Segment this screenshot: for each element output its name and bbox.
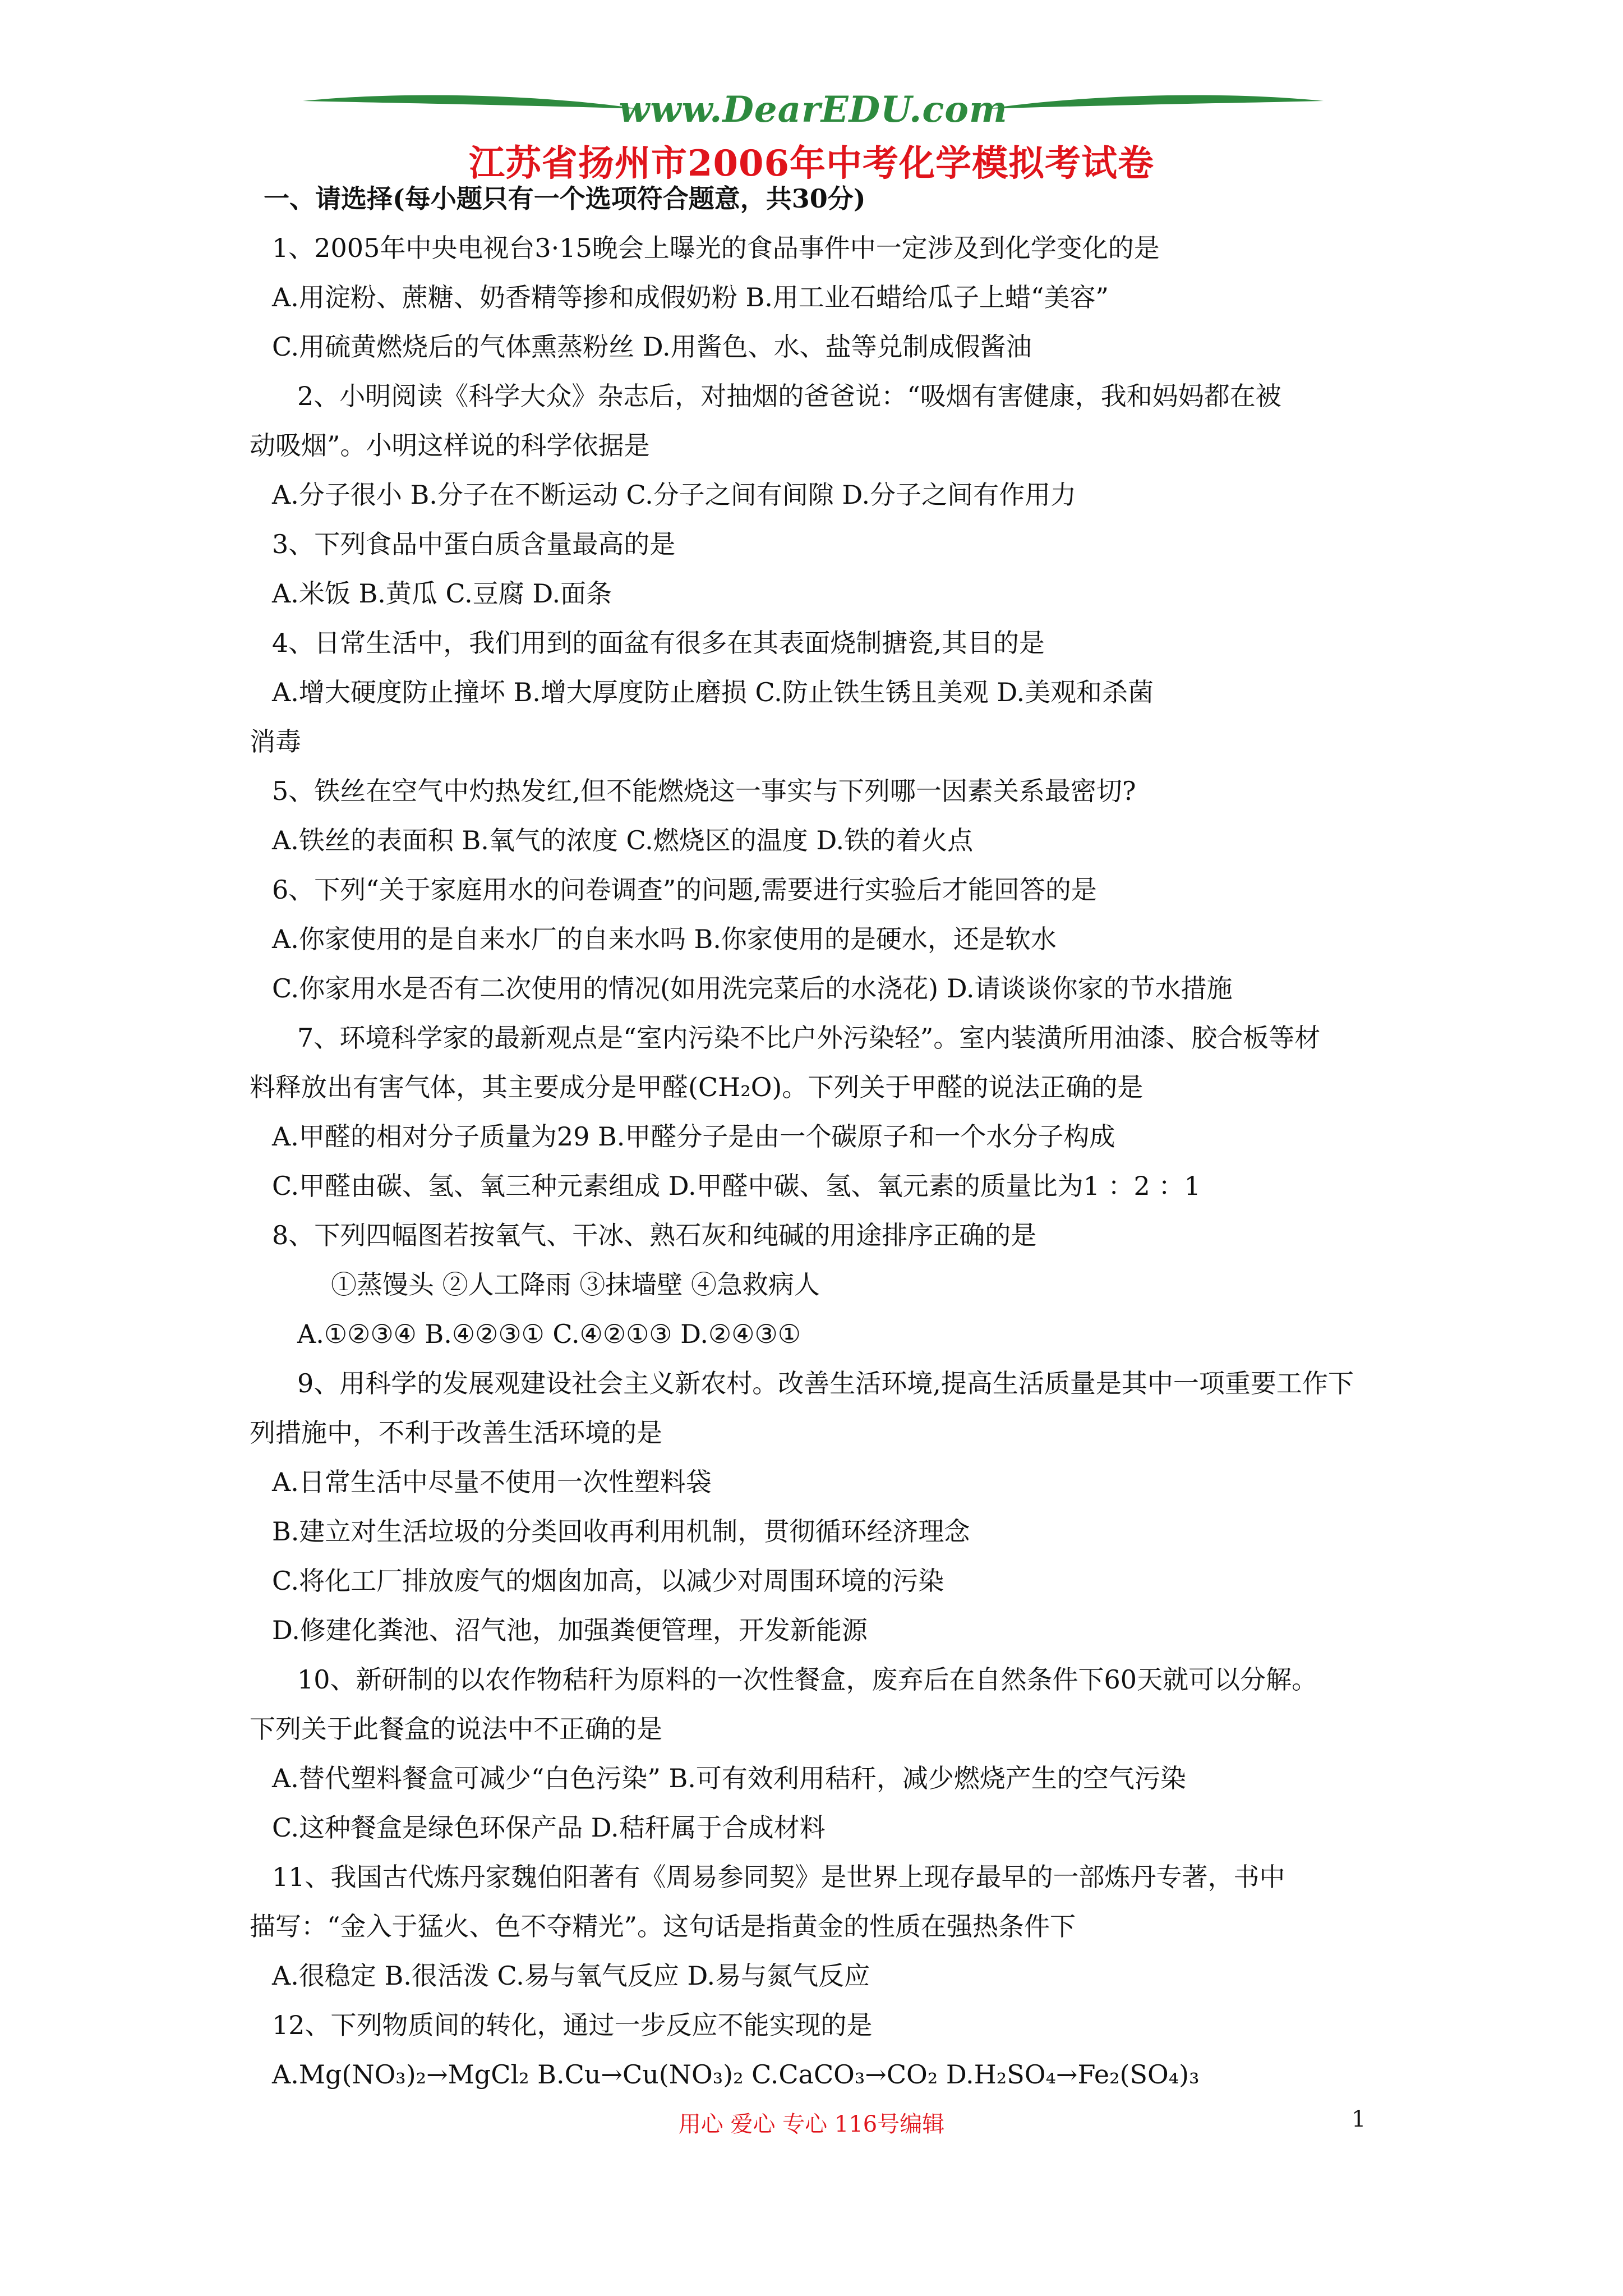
option-line: A.Mg(NO₃)₂→MgCl₂ B.Cu→Cu(NO₃)₂ C.CaCO₃→CO₂ D.H₂SO₄→Fe₂(SO₄)₃ bbox=[272, 2059, 1200, 2090]
option-line: C.甲醛由碳、氢、氧三种元素组成 D.甲醛中碳、氢、氧元素的质量比为1 ：2 ：1 bbox=[272, 1171, 1201, 1201]
option-line: A.米饭 B.黄瓜 C.豆腐 D.面条 bbox=[272, 578, 612, 609]
question-line: 10、新研制的以农作物秸秆为原料的一次性餐盒，废弃后在自然条件下60天就可以分解。 bbox=[297, 1664, 1318, 1695]
figure-labels: ①蒸馒头 ②人工降雨 ③抹墙壁 ④急救病人 bbox=[331, 1269, 820, 1300]
question-line: 11、我国古代炼丹家魏伯阳著有《周易参同契》是世界上现存最早的一部炼丹专著，书中 bbox=[272, 1862, 1285, 1892]
footer-credit: 用心 爱心 专心 116号编辑 bbox=[678, 2111, 945, 2137]
option-line: C.将化工厂排放废气的烟囱加高，以减少对周围环境的污染 bbox=[272, 1566, 944, 1596]
option-line: A.铁丝的表面积 B.氧气的浓度 C.燃烧区的温度 D.铁的着火点 bbox=[272, 825, 974, 855]
option-line: A.增大硬度防止撞坏 B.增大厚度防止磨损 C.防止铁生锈且美观 D.美观和杀菌 bbox=[272, 677, 1154, 707]
question-line: 料释放出有害气体，其主要成分是甲醛(CH₂O)。下列关于甲醛的说法正确的是 bbox=[250, 1072, 1144, 1102]
option-line: C.用硫黄燃烧后的气体熏蒸粉丝 D.用酱色、水、盐等兑制成假酱油 bbox=[272, 332, 1032, 362]
question-line: 12、下列物质间的转化，通过一步反应不能实现的是 bbox=[272, 2010, 873, 2040]
question-line: 动吸烟”。小明这样说的科学依据是 bbox=[250, 430, 650, 461]
option-line: B.建立对生活垃圾的分类回收再利用机制，贯彻循环经济理念 bbox=[272, 1516, 970, 1547]
section-heading: 一、请选择(每小题只有一个选项符合题意，共30分) bbox=[264, 183, 866, 214]
option-line: A.分子很小 B.分子在不断运动 C.分子之间有间隙 D.分子之间有作用力 bbox=[272, 480, 1077, 510]
question-line: 下列关于此餐盒的说法中不正确的是 bbox=[250, 1714, 662, 1744]
question-line: 6、下列“关于家庭用水的问卷调查”的问题,需要进行实验后才能回答的是 bbox=[272, 875, 1097, 905]
masthead bbox=[303, 84, 1324, 135]
question-line: 4、日常生活中，我们用到的面盆有很多在其表面烧制搪瓷,其目的是 bbox=[272, 628, 1045, 658]
option-line: A.你家使用的是自来水厂的自来水吗 B.你家使用的是硬水，还是软水 bbox=[272, 924, 1057, 954]
option-line: A.很稳定 B.很活泼 C.易与氧气反应 D.易与氮气反应 bbox=[272, 1961, 870, 1991]
question-line: 5、铁丝在空气中灼热发红,但不能燃烧这一事实与下列哪一因素关系最密切? bbox=[272, 776, 1136, 806]
option-line: A.替代塑料餐盒可减少“白色污染” B.可有效利用秸秆，减少燃烧产生的空气污染 bbox=[272, 1763, 1186, 1793]
option-line: C.这种餐盒是绿色环保产品 D.秸秆属于合成材料 bbox=[272, 1812, 826, 1843]
option-line: A.甲醛的相对分子质量为29 B.甲醛分子是由一个碳原子和一个水分子构成 bbox=[272, 1121, 1115, 1152]
question-line: 1、2005年中央电视台3·15晚会上曝光的食品事件中一定涉及到化学变化的是 bbox=[272, 233, 1160, 263]
option-line: A.①②③④ B.④②③① C.④②①③ D.②④③① bbox=[297, 1319, 801, 1349]
option-line: A.用淀粉、蔗糖、奶香精等掺和成假奶粉 B.用工业石蜡给瓜子上蜡“美容” bbox=[272, 282, 1109, 312]
option-line: 消毒 bbox=[250, 726, 301, 757]
question-line: 9、用科学的发展观建设社会主义新农村。改善生活环境,提高生活质量是其中一项重要工作下 bbox=[297, 1368, 1354, 1398]
question-line: 8、下列四幅图若按氧气、干冰、熟石灰和纯碱的用途排序正确的是 bbox=[272, 1220, 1037, 1250]
option-line: C.你家用水是否有二次使用的情况(如用洗完菜后的水浇花) D.请谈谈你家的节水措施 bbox=[272, 973, 1233, 1004]
question-line: 列措施中，不利于改善生活环境的是 bbox=[250, 1418, 662, 1448]
question-line: 2、小明阅读《科学大众》杂志后，对抽烟的爸爸说：“吸烟有害健康，我和妈妈都在被 bbox=[297, 381, 1281, 411]
question-line: 描写：“金入于猛火、色不夺精光”。这句话是指黄金的性质在强热条件下 bbox=[250, 1911, 1076, 1941]
site-url[interactable]: www.DearEDU.com bbox=[619, 89, 1008, 131]
page-title: 江苏省扬州市2006年中考化学模拟考试卷 bbox=[468, 142, 1155, 185]
page-number: 1 bbox=[1352, 2106, 1366, 2132]
question-line: 3、下列食品中蛋白质含量最高的是 bbox=[272, 529, 676, 559]
option-line: D.修建化粪池、沼气池，加强粪便管理，开发新能源 bbox=[272, 1615, 868, 1645]
question-line: 7、环境科学家的最新观点是“室内污染不比户外污染轻”。室内装潢所用油漆、胶合板等材 bbox=[297, 1023, 1321, 1053]
option-line: A.日常生活中尽量不使用一次性塑料袋 bbox=[272, 1467, 712, 1497]
